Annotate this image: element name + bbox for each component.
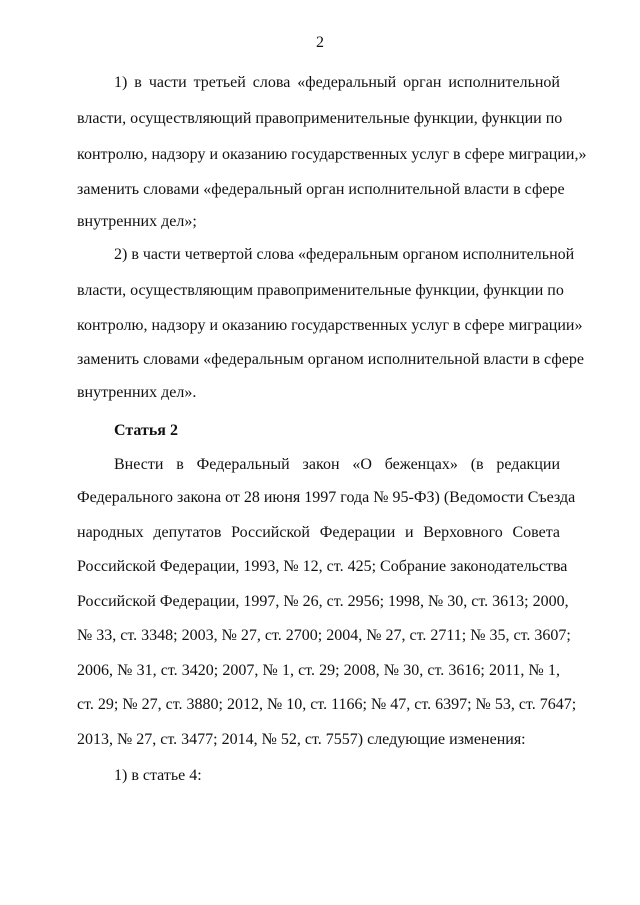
- item1-line: внутренних дел»;: [77, 213, 197, 230]
- article-body-line: Российской Федерации, 1993, № 12, ст. 425; Собрание законодательства: [77, 558, 568, 575]
- article-body-line: Российской Федерации, 1997, № 26, ст. 2956; 1998, № 30, ст. 3613; 2000,: [77, 593, 569, 610]
- article-heading: Статья 2: [114, 422, 178, 439]
- subitem-line: 1) в статье 4:: [114, 767, 202, 784]
- page-number: 2: [316, 34, 324, 51]
- article-body-line: 2013, № 27, ст. 3477; 2014, № 52, ст. 7557) следующие изменения:: [77, 731, 526, 748]
- item1-line: 1) в части третьей слова «федеральный орган исполнительной: [114, 74, 560, 91]
- item2-line: контролю, надзору и оказанию государственных услуг в сфере миграции»: [77, 317, 583, 334]
- item2-line: 2) в части четвертой слова «федеральным органом исполнительной: [114, 246, 575, 263]
- article-body-line: Федерального закона от 28 июня 1997 года № 95-ФЗ) (Ведомости Съезда: [77, 489, 576, 506]
- item1-line: власти, осуществляющий правоприменительные функции, функции по: [77, 110, 563, 127]
- item2-line: внутренних дел».: [77, 384, 197, 401]
- item1-line: контролю, надзору и оказанию государственных услуг в сфере миграции,»: [77, 146, 587, 163]
- item1-line: заменить словами «федеральный орган исполнительной власти в сфере: [77, 181, 565, 198]
- article-body-line: № 33, ст. 3348; 2003, № 27, ст. 2700; 2004, № 27, ст. 2711; № 35, ст. 3607;: [77, 627, 571, 644]
- item2-line: власти, осуществляющим правоприменительные функции, функции по: [77, 282, 564, 299]
- article-body-line: ст. 29; № 27, ст. 3880; 2012, № 10, ст. 1166; № 47, ст. 6397; № 53, ст. 7647;: [77, 696, 577, 713]
- item2-line: заменить словами «федеральным органом исполнительной власти в сфере: [77, 351, 584, 368]
- article-body-line: Внести в Федеральный закон «О беженцах» (в редакции: [114, 456, 560, 473]
- article-body-line: 2006, № 31, ст. 3420; 2007, № 1, ст. 29; 2008, № 30, ст. 3616; 2011, № 1,: [77, 662, 560, 679]
- article-body-line: народных депутатов Российской Федерации и Верховного Совета: [77, 524, 560, 541]
